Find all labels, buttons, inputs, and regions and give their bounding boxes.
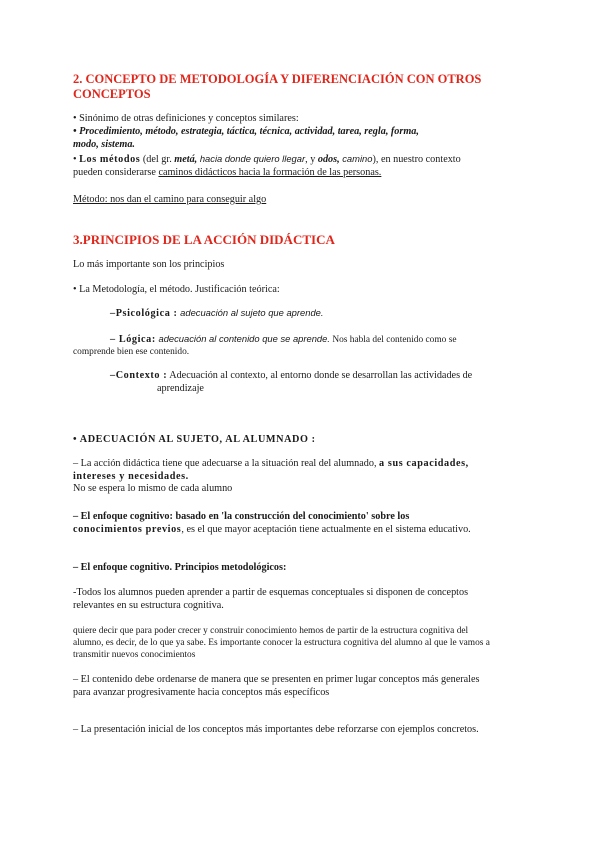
synonyms-list [73, 126, 533, 151]
bullet: • [73, 154, 80, 165]
principle-1-line2: relevantes en su estructura cognitiva. [73, 599, 224, 611]
context-text: Adecuación al contexto, al entorno donde se desarrollan las actividades de [167, 370, 473, 381]
logical-note: Nos habla del contenido como se [329, 335, 457, 345]
section-3-heading: 3.PRINCIPIOS DE LA ACCIÓN DIDÁCTICA [73, 232, 335, 247]
section-2-heading-line2: CONCEPTOS [73, 87, 151, 101]
logical-text: adecuación al contenido que se aprende. [155, 333, 330, 344]
capacities-emphasis: a sus capacidades, [379, 458, 469, 469]
methods-text: , y [305, 154, 318, 165]
section-2-heading-line1: 2. CONCEPTO DE METODOLOGÍA Y DIFERENCIACIÓN CON OTROS [73, 72, 482, 86]
principle-1-note-line1: quiere decir que para poder crecer y construir conocimiento hemos de partir de la estructura cognitiva del [73, 626, 469, 636]
psychological-text: adecuación al sujeto que aprende. [177, 307, 324, 318]
logical-item [110, 333, 540, 347]
didactic-paths: caminos didácticos hacia la formación de las personas. [158, 166, 382, 178]
context-item [110, 370, 540, 383]
adequacy-line1 [73, 458, 538, 471]
odos-term: odos, [317, 154, 340, 165]
methods-definition [73, 153, 533, 179]
principle-2-line2: para avanzar progresivamente hacia conceptos más específicos [73, 686, 330, 698]
methods-text: pueden considerarse [73, 166, 159, 178]
principle-3: – La presentación inicial de los conceptos más importantes debe reforzarse con ejemplos concretos. [73, 724, 479, 735]
methods-definition-line1 [73, 153, 533, 167]
methodology-bullet: • La Metodología, el método. Justificación teórica: [73, 284, 280, 295]
psychological-item [110, 307, 570, 321]
methods-text: ), en nuestro contexto [372, 154, 461, 165]
psychological-label: –Psicológica : [110, 308, 178, 319]
meta-gloss: hacia donde quiero llegar [197, 153, 306, 164]
principle-1 [73, 587, 538, 612]
logical-label: – Lógica: [110, 334, 156, 345]
metodo-definition: Método: nos dan el camino para conseguir algo [73, 194, 267, 205]
principle-1-note-line3: transmitir nuevos conocimientos [73, 650, 196, 660]
adequacy-heading: • ADECUACIÓN AL SUJETO, AL ALUMNADO : [73, 434, 316, 445]
principle-2-line1: – El contenido debe ordenarse de manera que se presenten en primer lugar conceptos más generales [73, 674, 480, 685]
prior-knowledge: conocimientos previos [73, 523, 182, 535]
cognitive-line2 [73, 524, 538, 537]
principle-1-line1: -Todos los alumnos pueden aprender a partir de esquemas conceptuales si disponen de conceptos [73, 587, 469, 598]
adequacy-line3: No se espera lo mismo de cada alumno [73, 483, 233, 494]
adequacy-line2: intereses y necesidades. [73, 470, 189, 482]
principle-1-note [73, 625, 538, 661]
section-2-heading [73, 72, 533, 102]
logical-note-line2: comprende bien ese contenido. [73, 347, 190, 357]
cognitive-text: , es el que mayor aceptación tiene actualmente en el sistema educativo. [181, 523, 471, 535]
principles-intro: Lo más importante son los principios [73, 259, 225, 270]
methods-term: Los métodos [79, 154, 141, 165]
cognitive-approach-paragraph [73, 511, 538, 536]
context-label: –Contexto : [110, 370, 168, 381]
cognitive-principles-heading: – El enfoque cognitivo. Principios metodológicos: [73, 562, 287, 573]
principle-1-note-line2: alumno, es decir, de lo que ya sabe. Es importante conocer la estructura cognitiva del alumno al que le vamos a [73, 638, 490, 648]
synonyms-list-line1: • Procedimiento, método, estrategia, táctica, técnica, actividad, tarea, regla, forma, [73, 126, 419, 137]
adequacy-paragraph [73, 458, 538, 496]
synonyms-bullet: • Sinónimo de otras definiciones y conceptos similares: [73, 113, 299, 124]
meta-term: metá, [174, 154, 198, 165]
cognitive-line1: – El enfoque cognitivo: basado en 'la construcción del conocimiento' sobre los [73, 511, 410, 522]
odos-gloss: camino [339, 153, 373, 164]
methods-text: (del gr. [140, 154, 175, 165]
context-text-line2: aprendizaje [157, 383, 204, 394]
principle-2 [73, 674, 538, 699]
adequacy-text: – La acción didáctica tiene que adecuarse a la situación real del alumnado, [73, 458, 380, 469]
synonyms-list-line2: modo, sistema. [73, 138, 135, 150]
methods-definition-line2 [73, 167, 533, 180]
